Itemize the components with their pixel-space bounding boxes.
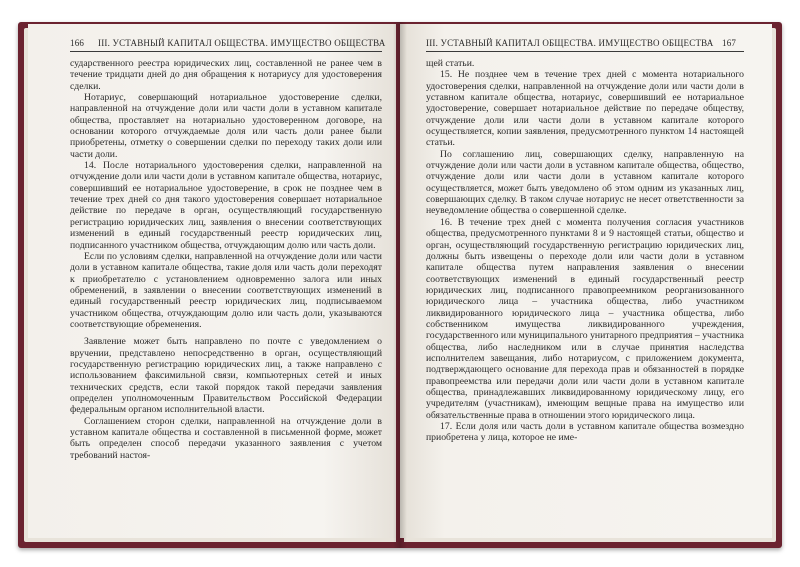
book-gutter [393, 22, 407, 548]
left-page-number: 166 [70, 38, 85, 48]
right-page-number: 167 [722, 38, 737, 48]
paragraph: Соглашением сторон сделки, направленной на отчуждение доли в уставном капитале общества и составленной в письменной форме, может быть определен способ передачи указанного заявления с учетом требований настоя- [70, 415, 382, 461]
left-page-text [70, 58, 382, 461]
left-page [28, 24, 396, 538]
paragraph: Заявление может быть направлено по почте с уведомлением о вручении, представлено непосредственно в орган, осуществляющий государственную регистрацию юридических лиц, а также направлено с использованием факсимильной связи, компьютерных сетей и иных технических средств, если такой порядок такой передачи заявления определен уполномоченным Правительством Российской Федерации федеральным органом исполнительной власти. [70, 336, 382, 416]
right-page-text [426, 58, 744, 444]
paragraph: Нотариус, совершающий нотариальное удостоверение сделки, направленной на отчуждение доли или части доли в уставном капитале общества, проставляет на нотариально удостоверенном договоре, на основании которого отчуждаемые доля или часть доли ранее были приобретены, отметку о совершении сделки по переходу таких доли или части доли. [70, 92, 382, 160]
right-running-head: III. УСТАВНЫЙ КАПИТАЛ ОБЩЕСТВА. ИМУЩЕСТВО ОБЩЕСТВА [426, 38, 714, 48]
paragraph: По соглашению лиц, совершающих сделку, направленную на отчуждение доли или части доли в уставном капитале общества, общество, отчуждение доли или части доли в уставном капитале которого осуществляется, может быть уведомлено об этом одним из указанных лиц, совершающих сделку. В таком случае нотариус не несет ответственности за неуведомление общества о совершенной сделке. [426, 148, 744, 217]
paragraph: щей статьи. [426, 58, 475, 69]
paragraph: 15. Не позднее чем в течение трех дней с момента нотариального удостоверения сделки, направленной на отчуждение доли или части доли в уставном капитале общества, нотариус, совершивший ее нотариальное удостоверение, совершает нотариальное действие по передаче обществу, отчуждение доли или части доли в уставном капитале которого осуществляется, копии заявления, предусмотренного пунктом 14 настоящей статьи. [426, 69, 744, 149]
paragraph: 16. В течение трех дней с момента получения согласия участников общества, предусмотренного пунктами 8 и 9 настоящей статьи, общество и орган, осуществляющий государственную регистрацию юридических лиц, должны быть извещены о переходе доли или части доли в уставном капитале общества путем направления заявления о внесении соответствующих изменений в единый государственный реестр юридических лиц, подписанного правопреемником реорганизованного юридического лица – участника общества, либо участником ликвидированного юридического лица – участника общества, либо собственником имущества ликвидированного учреждения, государственного или муниципального унитарного предприятия – участника общества, либо наследником или в случае принятия наследства исполнителем завещания, либо нотариусом, с приложением документа, подтверждающего основание для перехода прав и обязанностей в порядке правопреемства или передачи доли или части доли в уставном капитале общества, принадлежавших ликвидированному юридическому лицу, его учредителям (участникам), имеющим вещные права на имущество или обязательственные права в отношении этого юридического лица. [426, 216, 744, 421]
paragraph: Если по условиям сделки, направленной на отчуждение доли или части доли в уставном капитале общества, такие доля или часть доли переходят к приобретателю с установлением одновременно залога или иных обременений, в заявлении о внесении соответствующих изменений в единый государственный реестр юридических лиц, подписываемом участником общества, отчуждающим долю или часть доли, указываются соответствующие обременения. [70, 250, 382, 330]
left-header-rule [70, 51, 382, 52]
left-running-head: III. УСТАВНЫЙ КАПИТАЛ ОБЩЕСТВА. ИМУЩЕСТВО ОБЩЕСТВА [98, 38, 386, 48]
right-page [400, 24, 772, 538]
paragraph: сударственного реестра юридических лиц, составленной не ранее чем в течение тридцати дней до дня обращения к нотариусу для удостоверения сделки. [70, 58, 382, 92]
paragraph: 17. Если доля или часть доли в уставном капитале общества возмездно приобретена у лица, которое не име- [426, 421, 744, 444]
right-header-rule [426, 51, 744, 52]
paragraph: 14. После нотариального удостоверения сделки, направленной на отчуждение доли или части доли в уставном капитале общества, нотариус, совершивший ее нотариальное удостоверение, в срок не позднее чем в течение трех дней со дня такого удостоверения совершает нотариальное действие по передаче в орган, осуществляющий государственную регистрацию юридических лиц, заявления о внесении соответствующих изменений в единый государственный реестр юридических лиц, подписанного участником общества, отчуждающим долю или часть доли. [70, 160, 382, 251]
